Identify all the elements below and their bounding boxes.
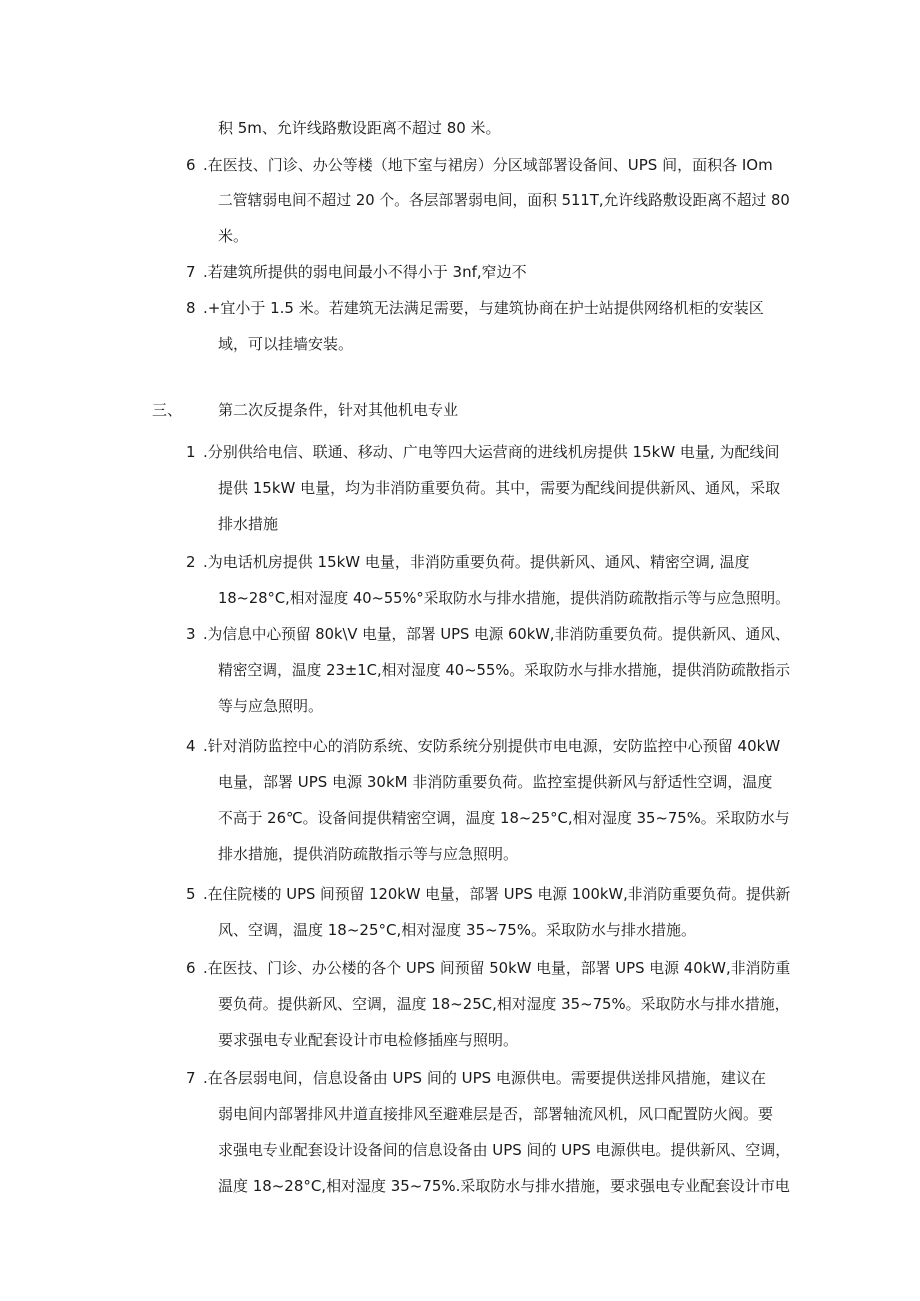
text-line: .在医技、门诊、办公等楼（地下室与裙房）分区域部署设备间、UPS 间，面积各 IOm — [203, 156, 773, 174]
text-line: 提供 15kW 电量，均为非消防重要负荷。其中，需要为配线间提供新风、通风，采取 — [218, 479, 781, 497]
text-line: 域，可以挂墙安装。 — [218, 335, 354, 353]
text-line: 排水措施，提供消防疏散指示等与应急照明。 — [218, 845, 519, 863]
text-line: 电量，部署 UPS 电源 30kM 非消防重要负荷。监控室提供新风与舒适性空调，温度 — [218, 773, 773, 791]
text-line: .在各层弱电间，信息设备由 UPS 间的 UPS 电源供电。需要提供送排风措施，建议在 — [203, 1069, 766, 1087]
item-number: 4 — [186, 737, 196, 755]
text-line: .为信息中心预留 80k\V 电量，部署 UPS 电源 60kW,非消防重要负荷。提供新风、通风、 — [203, 625, 790, 643]
item-number: 8 — [186, 299, 196, 317]
text-line: 等与应急照明。 — [218, 697, 324, 715]
item-number: 2 — [186, 553, 196, 571]
text-line: 弱电间内部署排风井道直接排风至避难层是否，部署轴流风机，风口配置防火阀。要 — [218, 1105, 774, 1123]
text-line: 要负荷。提供新风、空调，温度 18~25C,相对湿度 35~75%。采取防水与排水措施， — [218, 995, 790, 1013]
text-line: 要求强电专业配套设计市电检修插座与照明。 — [218, 1031, 519, 1049]
text-line: 不高于 26℃。设备间提供精密空调，温度 18~25°C,相对湿度 35~75%。采取防水与 — [218, 809, 790, 827]
text-line: .为电话机房提供 15kW 电量，非消防重要负荷。提供新风、通风、精密空调, 温度 — [203, 553, 750, 571]
text-line: 排水措施 — [218, 515, 279, 533]
text-line: 求强电专业配套设计设备间的信息设备由 UPS 间的 UPS 电源供电。提供新风、空调， — [218, 1141, 791, 1159]
text-line: 二管辖弱电间不超过 20 个。各层部署弱电间，面积 511T,允许线路敷设距离不超过 80 — [218, 191, 790, 209]
text-line: .+宜小于 1.5 米。若建筑无法满足需要，与建筑协商在护士站提供网络机柜的安装区 — [203, 299, 764, 317]
text-line: .分别供给电信、联通、移动、广电等四大运营商的进线机房提供 15kW 电量, 为配线间 — [203, 443, 780, 461]
text-line: 积 5m、允许线路敷设距离不超过 80 米。 — [218, 119, 501, 137]
text-line: 18~28°C,相对湿度 40~55%°采取防水与排水措施，提供消防疏散指示等与应急照明。 — [218, 589, 790, 607]
text-line: 风、空调，温度 18~25°C,相对湿度 35~75%。采取防水与排水措施。 — [218, 921, 697, 939]
item-number: 3 — [186, 625, 196, 643]
item-number: 7 — [186, 263, 196, 281]
item-number: 7 — [186, 1069, 196, 1087]
item-number: 6 — [186, 156, 196, 174]
section-number: 三、 — [152, 401, 183, 419]
text-line: 米。 — [218, 227, 249, 245]
text-line: .若建筑所提供的弱电间最小不得小于 3nf,窄边不 — [203, 263, 527, 281]
text-line: 精密空调，温度 23±1C,相对湿度 40~55%。采取防水与排水措施，提供消防疏散指示 — [218, 661, 790, 679]
section-title: 第二次反提条件，针对其他机电专业 — [218, 401, 459, 419]
item-number: 5 — [186, 885, 196, 903]
text-line: .在医技、门诊、办公楼的各个 UPS 间预留 50kW 电量，部署 UPS 电源 40kW,非消防重 — [203, 959, 791, 977]
text-line: 温度 18~28°C,相对湿度 35~75%.采取防水与排水措施，要求强电专业配套设计市电 — [218, 1177, 790, 1195]
text-line: .在住院楼的 UPS 间预留 120kW 电量，部署 UPS 电源 100kW,非消防重要负荷。提供新 — [203, 885, 791, 903]
item-number: 6 — [186, 959, 196, 977]
item-number: 1 — [186, 443, 196, 461]
text-line: .针对消防监控中心的消防系统、安防系统分别提供市电电源，安防监控中心预留 40kW — [203, 737, 781, 755]
